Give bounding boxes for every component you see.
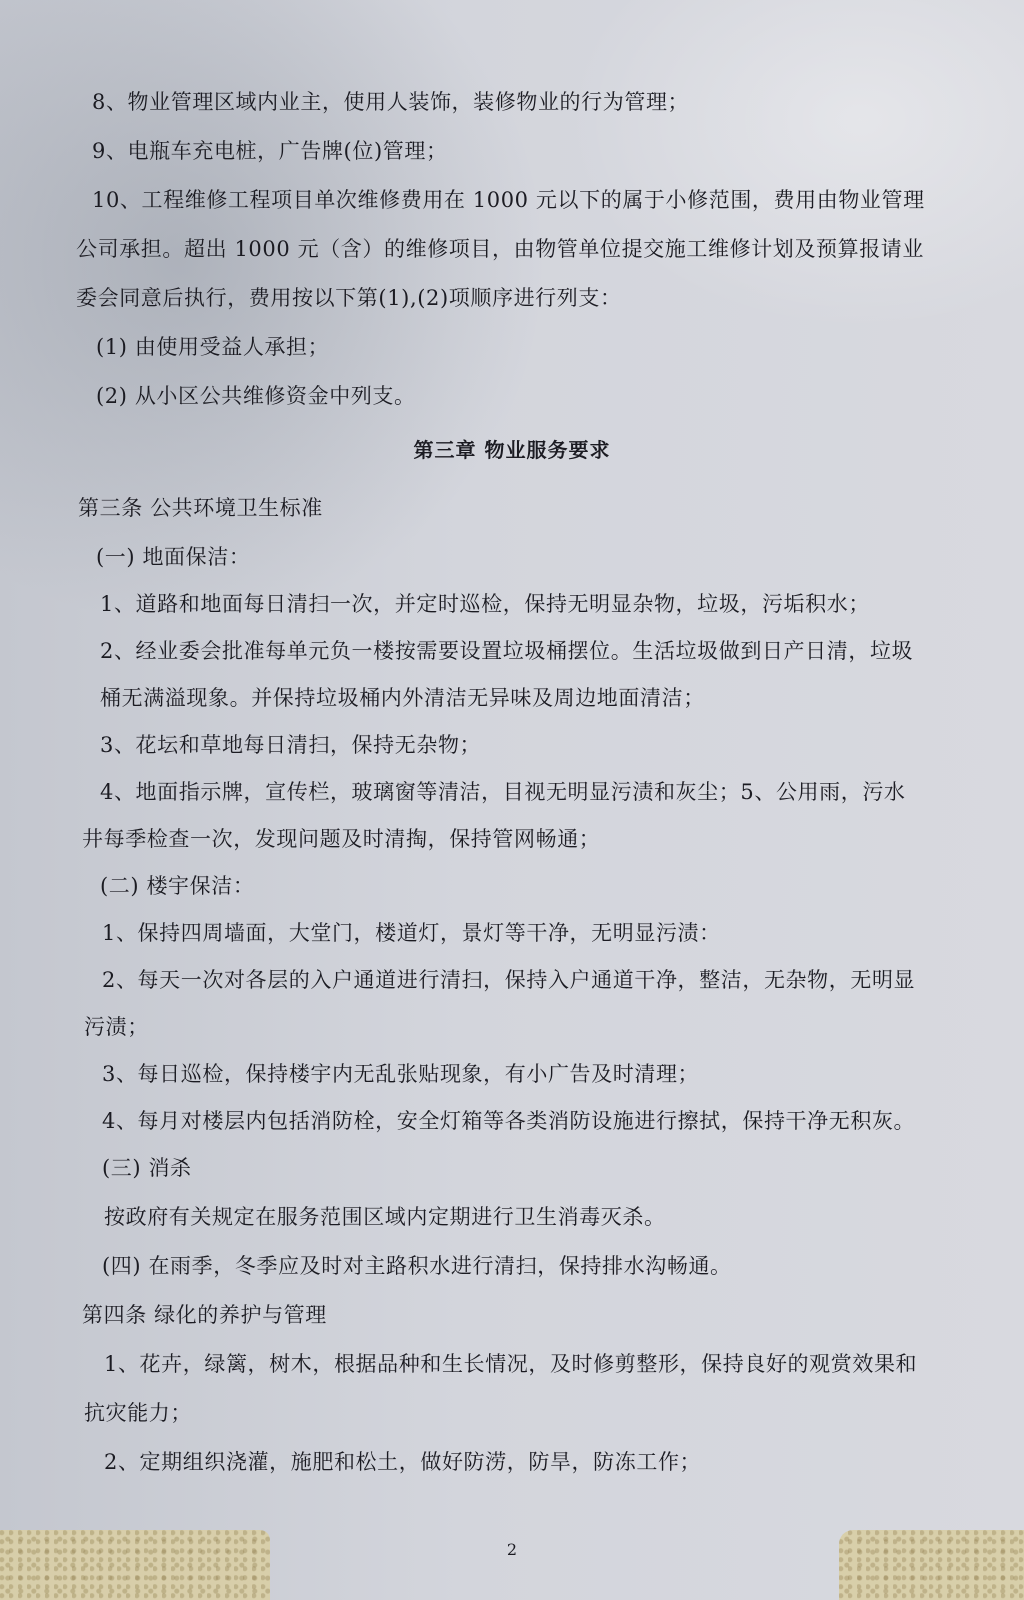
section-heading: 第四条 绿化的养护与管理 xyxy=(82,1303,327,1327)
section-heading: 第三条 公共环境卫生标准 xyxy=(78,496,323,520)
text-line: 2、经业委会批准每单元负一楼按需要设置垃圾桶摆位。生活垃圾做到日产日清，垃圾 xyxy=(100,639,914,663)
text-line: 公司承担。超出 1000 元（含）的维修项目，由物管单位提交施工维修计划及预算报请业 xyxy=(76,237,924,261)
text-line: 1、道路和地面每日清扫一次，并定时巡检，保持无明显杂物，垃圾，污垢积水； xyxy=(100,592,870,616)
text-line: 1、保持四周墙面，大堂门，楼道灯，景灯等干净，无明显污渍： xyxy=(102,921,721,945)
text-line: 桶无满溢现象。并保持垃圾桶内外清洁无异味及周边地面清洁； xyxy=(100,686,705,710)
text-line: (二) 楼宇保洁： xyxy=(100,874,255,898)
text-line: 2、定期组织浇灌，施肥和松土，做好防涝，防旱，防冻工作； xyxy=(104,1450,702,1474)
text-line: (三) 消杀 xyxy=(102,1156,192,1180)
page-number: 2 xyxy=(506,1540,518,1559)
text-line: 9、电瓶车充电桩，广告牌(位)管理； xyxy=(92,139,448,163)
text-line: 污渍； xyxy=(84,1015,149,1039)
text-line: (一) 地面保洁： xyxy=(96,545,251,569)
text-line: 1、花卉，绿篱，树木，根据品种和生长情况，及时修剪整形，保持良好的观赏效果和 xyxy=(104,1352,918,1376)
text-line: 按政府有关规定在服务范围区域内定期进行卫生消毒灭杀。 xyxy=(104,1205,666,1229)
text-line: 8、物业管理区域内业主，使用人装饰，装修物业的行为管理； xyxy=(92,90,690,114)
text-line: 4、地面指示牌，宣传栏，玻璃窗等清洁，目视无明显污渍和灰尘；5、公用雨，污水 xyxy=(100,780,906,804)
text-line: 3、每日巡检，保持楼宇内无乱张贴现象，有小广告及时清理； xyxy=(102,1062,700,1086)
text-line: 抗灾能力； xyxy=(84,1401,192,1425)
text-line: (2) 从小区公共维修资金中列支。 xyxy=(96,384,416,408)
text-line: 井每季检查一次，发现问题及时清掏，保持管网畅通； xyxy=(82,827,601,851)
chapter-heading: 第三章 物业服务要求 xyxy=(413,438,611,462)
text-line: (四) 在雨季，冬季应及时对主路积水进行清扫，保持排水沟畅通。 xyxy=(102,1254,732,1278)
text-line: (1) 由使用受益人承担； xyxy=(96,335,330,359)
text-line: 3、花坛和草地每日清扫，保持无杂物； xyxy=(100,733,482,757)
text-line: 2、每天一次对各层的入户通道进行清扫，保持入户通道干净，整洁，无杂物，无明显 xyxy=(102,968,916,992)
text-line: 委会同意后执行，费用按以下第(1),(2)项顺序进行列支： xyxy=(76,286,622,310)
text-line: 10、工程维修工程项目单次维修费用在 1000 元以下的属于小修范围，费用由物业管理 xyxy=(92,188,925,212)
text-line: 4、每月对楼层内包括消防栓，安全灯箱等各类消防设施进行擦拭，保持干净无积灰。 xyxy=(102,1109,916,1133)
